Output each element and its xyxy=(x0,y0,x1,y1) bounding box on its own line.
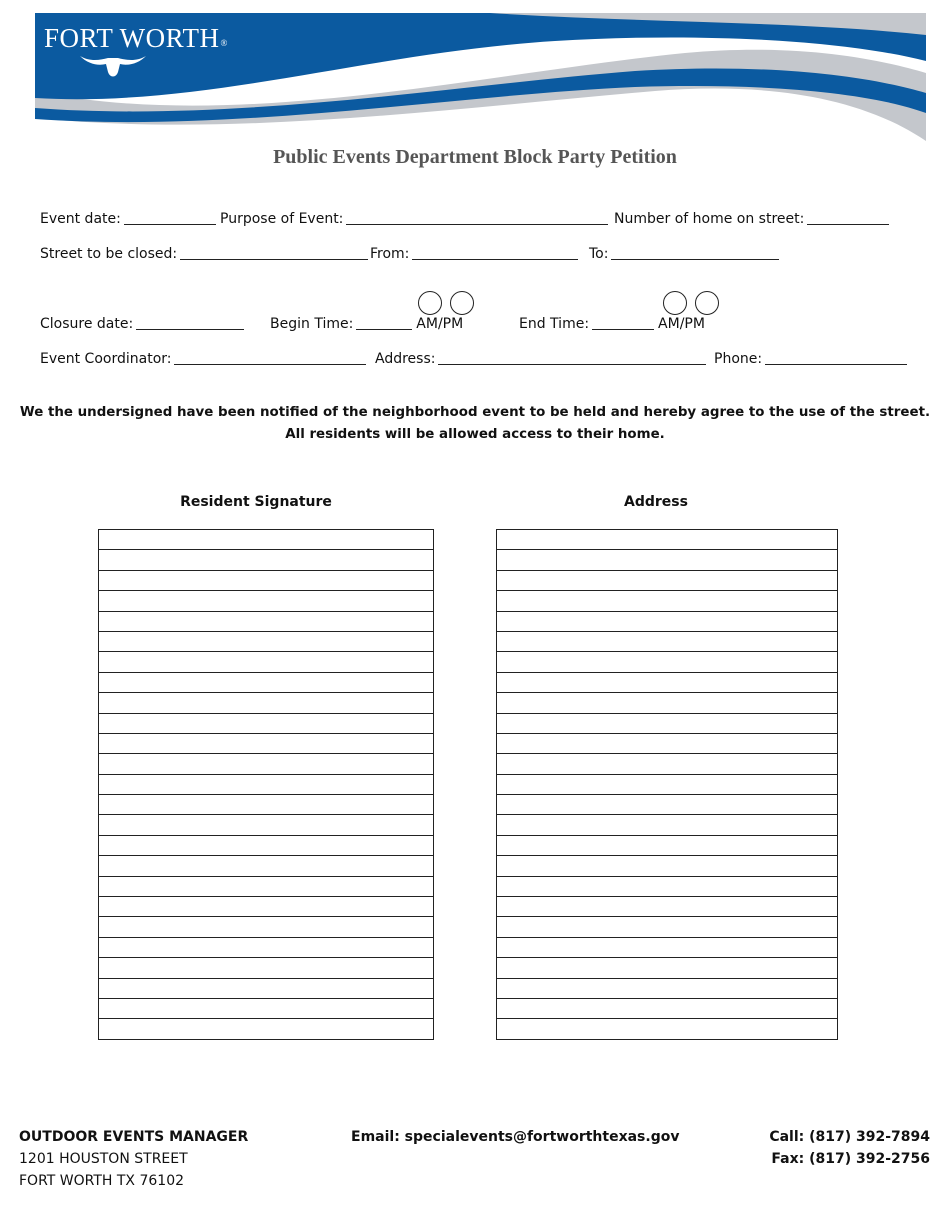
signature-row[interactable] xyxy=(99,632,433,652)
signature-row[interactable] xyxy=(99,836,433,856)
begin-time-label: Begin Time: xyxy=(270,316,354,332)
begin-pm-radio[interactable] xyxy=(450,291,474,315)
signature-row[interactable] xyxy=(99,591,433,611)
signature-row[interactable] xyxy=(99,550,433,570)
street-blank[interactable] xyxy=(180,245,368,260)
end-time-blank[interactable] xyxy=(592,315,654,330)
signature-row[interactable] xyxy=(99,530,433,550)
coordinator-label: Event Coordinator: xyxy=(40,351,172,367)
footer-fax: Fax: (817) 392-2756 xyxy=(771,1151,930,1167)
address-blank[interactable] xyxy=(438,350,706,365)
street-label: Street to be closed: xyxy=(40,246,178,262)
footer-contact-block xyxy=(19,1126,248,1192)
address-row[interactable] xyxy=(497,856,837,876)
closure-date-field[interactable] xyxy=(40,315,248,332)
phone-field[interactable] xyxy=(714,350,911,367)
address-row[interactable] xyxy=(497,958,837,978)
signature-row[interactable] xyxy=(99,999,433,1019)
signature-row[interactable] xyxy=(99,693,433,713)
address-field[interactable] xyxy=(375,350,710,367)
begin-time-blank[interactable] xyxy=(356,315,412,330)
signature-row[interactable] xyxy=(99,815,433,835)
phone-label: Phone: xyxy=(714,351,763,367)
to-label: To: xyxy=(589,246,609,262)
address-row[interactable] xyxy=(497,754,837,774)
address-row[interactable] xyxy=(497,815,837,835)
address-row[interactable] xyxy=(497,775,837,795)
address-row[interactable] xyxy=(497,591,837,611)
longhorn-icon xyxy=(78,50,148,80)
closure-date-blank[interactable] xyxy=(136,315,244,330)
address-row[interactable] xyxy=(497,734,837,754)
coordinator-blank[interactable] xyxy=(174,350,366,365)
signature-row[interactable] xyxy=(99,714,433,734)
address-row[interactable] xyxy=(497,999,837,1019)
footer-city: FORT WORTH TX 76102 xyxy=(19,1173,185,1189)
event-date-blank[interactable] xyxy=(124,210,216,225)
address-row[interactable] xyxy=(497,979,837,999)
address-table xyxy=(496,529,838,1040)
end-am-radio[interactable] xyxy=(663,291,687,315)
event-date-label: Event date: xyxy=(40,211,121,227)
event-date-field[interactable] xyxy=(40,210,220,227)
address-row[interactable] xyxy=(497,897,837,917)
address-row[interactable] xyxy=(497,714,837,734)
signature-table xyxy=(98,529,434,1040)
homes-label: Number of home on street: xyxy=(614,211,805,227)
signature-row[interactable] xyxy=(99,571,433,591)
homes-blank[interactable] xyxy=(807,210,889,225)
fort-worth-logo xyxy=(44,24,228,57)
purpose-blank[interactable] xyxy=(346,210,608,225)
end-ampm-label: AM/PM xyxy=(658,316,705,332)
signature-row[interactable] xyxy=(99,958,433,978)
purpose-label: Purpose of Event: xyxy=(220,211,344,227)
signature-row[interactable] xyxy=(99,897,433,917)
signature-row[interactable] xyxy=(99,979,433,999)
notice-line-2: All residents will be allowed access to their home. xyxy=(285,427,665,442)
footer-street: 1201 HOUSTON STREET xyxy=(19,1151,188,1167)
address-row[interactable] xyxy=(497,612,837,632)
signature-row[interactable] xyxy=(99,775,433,795)
footer-call: Call: (817) 392-7894 xyxy=(769,1129,930,1145)
footer-manager-title: OUTDOOR EVENTS MANAGER xyxy=(19,1129,249,1145)
address-label: Address: xyxy=(375,351,436,367)
to-blank[interactable] xyxy=(611,245,779,260)
coordinator-field[interactable] xyxy=(40,350,370,367)
address-row[interactable] xyxy=(497,673,837,693)
phone-blank[interactable] xyxy=(765,350,907,365)
address-row[interactable] xyxy=(497,693,837,713)
begin-time-field[interactable] xyxy=(270,315,463,332)
closure-date-label: Closure date: xyxy=(40,316,134,332)
page-title: Public Events Department Block Party Petition xyxy=(273,146,677,168)
signature-row[interactable] xyxy=(99,734,433,754)
end-time-label: End Time: xyxy=(519,316,590,332)
from-field[interactable] xyxy=(370,245,582,262)
signature-row[interactable] xyxy=(99,917,433,937)
purpose-field[interactable] xyxy=(220,210,612,227)
address-row[interactable] xyxy=(497,877,837,897)
from-label: From: xyxy=(370,246,410,262)
signature-row[interactable] xyxy=(99,673,433,693)
address-row[interactable] xyxy=(497,652,837,672)
logo-wordmark: FORT WORTH® xyxy=(44,23,228,53)
address-row[interactable] xyxy=(497,938,837,958)
begin-ampm-label: AM/PM xyxy=(416,316,464,332)
end-time-field[interactable] xyxy=(519,315,705,332)
begin-am-radio[interactable] xyxy=(418,291,442,315)
signature-row[interactable] xyxy=(99,938,433,958)
from-blank[interactable] xyxy=(412,245,578,260)
address-column-heading: Address xyxy=(624,494,688,510)
homes-field[interactable] xyxy=(614,210,893,227)
signature-column-heading: Resident Signature xyxy=(180,494,332,510)
address-row[interactable] xyxy=(497,917,837,937)
address-row[interactable] xyxy=(497,836,837,856)
signature-row[interactable] xyxy=(99,652,433,672)
signature-row[interactable] xyxy=(99,795,433,815)
footer-phone-block xyxy=(769,1126,930,1170)
signature-row[interactable] xyxy=(99,754,433,774)
address-row[interactable] xyxy=(497,795,837,815)
notice-line-1: We the undersigned have been notified of the neighborhood event to be held and hereby agree to the use of the street. xyxy=(19,405,931,420)
address-row[interactable] xyxy=(497,632,837,652)
footer-email[interactable]: Email: specialevents@fortworthtexas.gov xyxy=(351,1129,680,1145)
to-field[interactable] xyxy=(589,245,783,262)
signature-row[interactable] xyxy=(99,856,433,876)
end-pm-radio[interactable] xyxy=(695,291,719,315)
address-row[interactable] xyxy=(497,571,837,591)
signature-row[interactable] xyxy=(99,877,433,897)
address-row[interactable] xyxy=(497,530,837,550)
signature-row[interactable] xyxy=(99,612,433,632)
signature-row[interactable] xyxy=(99,1019,433,1039)
street-field[interactable] xyxy=(40,245,372,262)
address-row[interactable] xyxy=(497,550,837,570)
agreement-notice xyxy=(0,402,950,446)
address-row[interactable] xyxy=(497,1019,837,1039)
